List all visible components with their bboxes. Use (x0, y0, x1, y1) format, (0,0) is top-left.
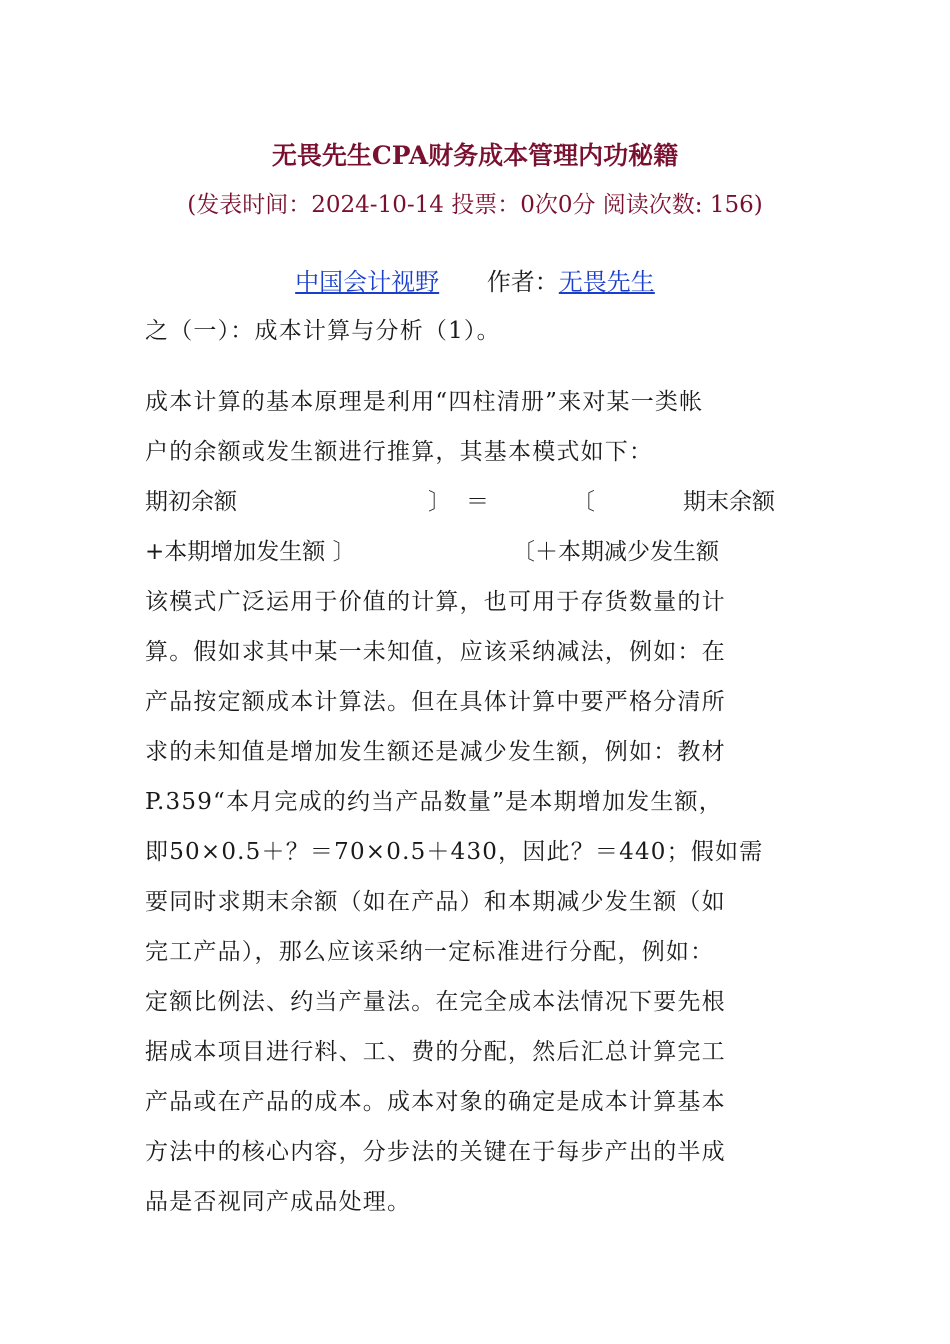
formula-closing-balance: 期末余额 (683, 489, 775, 515)
paragraph-line: 即50×0.5＋？＝70×0.5＋430，因此？＝440；假如需 (145, 839, 764, 865)
paragraph-line: 成本计算的基本原理是利用“四柱清册”来对某一类帐 (145, 389, 704, 415)
formula-opening-balance: 期初余额 (145, 489, 237, 515)
formula-bracket: 〔 (572, 489, 595, 515)
author-label: 作者： (486, 268, 559, 296)
paragraph-line: 产品或在产品的成本。成本对象的确定是成本计算基本 (145, 1089, 726, 1115)
paragraph-line: 产品按定额成本计算法。但在具体计算中要严格分清所 (145, 689, 726, 715)
paragraph-line: 要同时求期末余额（如在产品）和本期减少发生额（如 (145, 889, 726, 915)
paragraph-line: 定额比例法、约当产量法。在完全成本法情况下要先根 (145, 989, 726, 1015)
formula-bracket: 〕 (428, 489, 451, 515)
formula-increase: +本期增加发生额 〕 (145, 539, 356, 565)
paragraph-line: P.359“本月完成的约当产品数量”是本期增加发生额， (145, 789, 723, 815)
paragraph-line: 该模式广泛运用于价值的计算，也可用于存货数量的计 (145, 589, 726, 615)
paragraph-line: 据成本项目进行料、工、费的分配，然后汇总计算完工 (145, 1039, 726, 1065)
paragraph-line: 完工产品），那么应该采纳一定标准进行分配，例如： (145, 939, 715, 965)
author-link[interactable]: 无畏先生 (558, 268, 655, 296)
paragraph-line: 品是否视同产成品处理。 (145, 1189, 412, 1215)
article-meta: (发表时间：2024-10-14 投票：0次0分 阅读次数: 156) (187, 192, 763, 218)
section-heading: 之（一）：成本计算与分析（1）。 (145, 318, 501, 344)
formula-decrease: 〔＋本期减少发生额 (512, 539, 719, 565)
paragraph-line: 户的余额或发生额进行推算，其基本模式如下： (145, 439, 654, 465)
formula-equals: ＝ (466, 489, 489, 515)
paragraph-line: 方法中的核心内容，分步法的关键在于每步产出的半成 (145, 1139, 726, 1165)
paragraph-line: 求的未知值是增加发生额还是减少发生额，例如：教材 (145, 739, 726, 765)
paragraph-line: 算。假如求其中某一未知值，应该采纳减法，例如：在 (145, 639, 726, 665)
site-link[interactable]: 中国会计视野 (295, 268, 440, 296)
source-line (0, 262, 950, 297)
article-title: 无畏先生CPA财务成本管理内功秘籍 (271, 141, 679, 170)
